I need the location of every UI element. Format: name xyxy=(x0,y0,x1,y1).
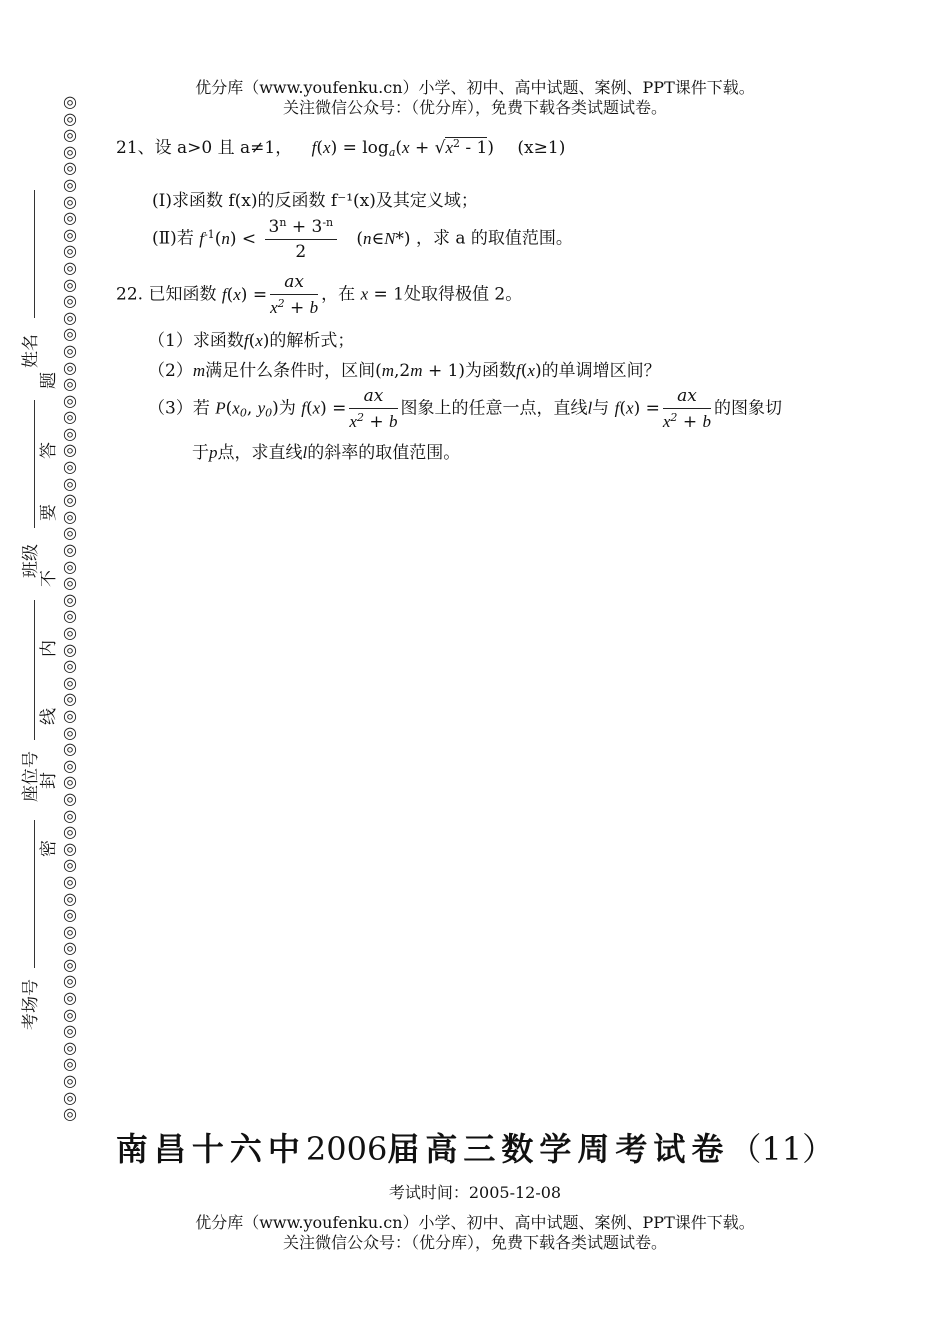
binding-circle: ◎ xyxy=(63,94,77,111)
seal-char-1: 题 xyxy=(39,372,59,389)
binding-circle: ◎ xyxy=(63,1004,77,1024)
binding-circle: ◎ xyxy=(63,490,77,510)
q22-part1: （1）求函数f(x)的解析式； xyxy=(148,331,355,351)
seal-char-4: 不 xyxy=(39,570,59,587)
binding-circle: ◎ xyxy=(63,274,77,294)
binding-circle: ◎ xyxy=(63,888,77,908)
binding-circle: ◎ xyxy=(63,440,77,460)
q22-x-eq: x xyxy=(360,284,369,304)
binding-circle: ◎ xyxy=(63,772,77,792)
q22-p1-b: 的解析式； xyxy=(269,331,355,351)
question-21 xyxy=(116,133,565,159)
exam-title xyxy=(0,1124,950,1170)
seal-char-2: 答 xyxy=(39,442,59,459)
binding-circle: ◎ xyxy=(63,623,77,642)
binding-circle: ◎ xyxy=(63,871,77,891)
binding-circle: ◎ xyxy=(63,158,77,178)
binding-circle: ◎ xyxy=(63,473,77,493)
binding-circle: ◎ xyxy=(63,639,77,659)
top-header-line1: 优分库（www.youfenku.cn）小学、初中、高中试题、案例、PPT课件下载。 xyxy=(195,78,755,97)
binding-circle: ◎ xyxy=(63,689,77,709)
binding-circle: ◎ xyxy=(63,390,77,410)
binding-circle: ◎ xyxy=(63,191,77,211)
binding-circle: ◎ xyxy=(63,224,77,244)
q22-mid: ，在 xyxy=(321,284,356,305)
seal-char-7: 封 xyxy=(39,772,59,789)
q22-p3-c: 图象上的任意一点，直线 xyxy=(400,398,588,419)
binding-circle: ◎ xyxy=(63,307,77,327)
binding-circle: ◎ xyxy=(63,1054,77,1074)
q22-p3-d: 与 xyxy=(592,398,610,419)
binding-circle-column xyxy=(60,94,80,1124)
q21-condition: (x≥1) xyxy=(517,138,566,158)
name-label: 姓名 xyxy=(21,334,41,368)
binding-circle: ◎ xyxy=(63,722,77,742)
binding-circle: ◎ xyxy=(63,788,77,808)
binding-circle: ◎ xyxy=(63,954,77,974)
binding-circle: ◎ xyxy=(63,208,77,228)
q22-p2-d: 的单调增区间？ xyxy=(541,361,661,381)
binding-circle: ◎ xyxy=(63,573,77,593)
q22-part2: （2）m满足什么条件时，区间(m,2m + 1)为函数f(x)的单调增区间？ xyxy=(148,361,661,381)
q21-formula: $f(x) = \log_a(x + √x^2 - 1)$ xyxy=(311,137,500,159)
q22-p2-b: 满足什么条件时，区间 xyxy=(205,361,376,381)
binding-circle: ◎ xyxy=(63,656,77,676)
q22-intro: 22. 已知函数 xyxy=(116,284,217,305)
seal-char-6: 线 xyxy=(39,708,59,725)
binding-circle: ◎ xyxy=(63,971,77,991)
binding-circle: ◎ xyxy=(63,141,77,161)
exam-time: 考试时间：2005-12-08 xyxy=(388,1183,562,1202)
binding-circle: ◎ xyxy=(63,822,77,842)
binding-circle: ◎ xyxy=(63,1071,77,1091)
binding-circle: ◎ xyxy=(63,1021,77,1041)
q22-p3-e: 的图象切 xyxy=(713,398,782,419)
binding-circle: ◎ xyxy=(63,241,77,261)
q22-function: f(x) = $\frac{ax}{x^2 + b}$ xyxy=(221,272,319,318)
binding-circle: ◎ xyxy=(63,739,77,759)
seat-label: 座位号 xyxy=(21,751,41,802)
bottom-header-line2: 关注微信公众号：（优分库），免费下载各类试题试卷。 xyxy=(282,1233,667,1252)
q21-intro: 21、设 a>0 且 a≠1， xyxy=(116,138,293,158)
binding-circle: ◎ xyxy=(63,672,77,692)
binding-circle: ◎ xyxy=(63,174,77,194)
q22-p3-g: 点，求直线 xyxy=(217,443,303,463)
q22-p1-a: （1）求函数 xyxy=(148,331,244,351)
class-label: 班级 xyxy=(21,544,41,578)
binding-circle: ◎ xyxy=(63,291,77,311)
q21-part2-formula: $f^{-1}(n)$ < $\frac{3^n + 3^{-n}}{2}$ (n∈N*) xyxy=(199,216,416,262)
binding-circle: ◎ xyxy=(63,324,77,344)
binding-circle: ◎ xyxy=(63,423,77,443)
binding-circle: ◎ xyxy=(63,523,77,543)
bottom-header-line1: 优分库（www.youfenku.cn）小学、初中、高中试题、案例、PPT课件下载。 xyxy=(195,1213,755,1232)
binding-circle: ◎ xyxy=(63,606,77,626)
name-blank-line xyxy=(34,190,35,318)
q22-p2-c: 为函数 xyxy=(465,361,517,381)
binding-circle: ◎ xyxy=(63,855,77,875)
binding-circle: ◎ xyxy=(63,357,77,377)
binding-circle: ◎ xyxy=(63,705,77,725)
q21-part2-suffix: ，求 a 的取值范围。 xyxy=(415,228,573,249)
binding-circle: ◎ xyxy=(63,506,77,526)
binding-circle: ◎ xyxy=(63,838,77,858)
binding-circle: ◎ xyxy=(63,1037,77,1057)
binding-circle: ◎ xyxy=(63,125,77,145)
q21-part2-prefix: (Ⅱ)若 xyxy=(152,228,194,249)
q21-part1: (Ⅰ)求函数 f(x)的反函数 f⁻¹(x)及其定义域； xyxy=(152,191,478,211)
q22-p3-b: 为 xyxy=(278,398,296,419)
top-header-line2: 关注微信公众号：（优分库），免费下载各类试题试卷。 xyxy=(282,98,667,117)
binding-circle: ◎ xyxy=(63,905,77,925)
binding-circle: ◎ xyxy=(63,340,77,360)
q22-p2-a: （2） xyxy=(148,361,193,381)
room-label: 考场号 xyxy=(21,979,41,1030)
binding-circle: ◎ xyxy=(63,755,77,775)
q22-part3-cont: 于p点，求直线l的斜率的取值范围。 xyxy=(192,443,461,463)
binding-circle: ◎ xyxy=(63,374,77,394)
binding-circle: ◎ xyxy=(63,938,77,958)
binding-circle: ◎ xyxy=(63,921,77,941)
title-num: （11） xyxy=(729,1130,835,1168)
binding-circle: ◎ xyxy=(63,1104,77,1124)
binding-circle: ◎ xyxy=(63,108,77,128)
seal-char-8: 密 xyxy=(39,840,59,857)
binding-circle: ◎ xyxy=(63,457,77,477)
q21-part2 xyxy=(152,216,573,262)
seal-char-3: 要 xyxy=(39,504,59,521)
title-prefix: 南昌十六中 xyxy=(115,1130,306,1168)
binding-circle: ◎ xyxy=(63,556,77,576)
binding-circle: ◎ xyxy=(63,407,77,427)
title-mid: 届高三数学周考试卷 xyxy=(387,1130,730,1168)
q22-tail: 处取得极值 2。 xyxy=(404,284,523,305)
seal-char-5: 内 xyxy=(39,640,59,657)
q22-part3: （3）若 $P(x_0$, $y_0$)为 f(x) = $\frac{ax}{x^2 + b}$ 图象上的任意一点，直线l与 f(x) = $\frac{ax}{x^2 + b}$ 的图象切 xyxy=(148,386,782,432)
binding-circle: ◎ xyxy=(63,540,77,560)
binding-circle: ◎ xyxy=(63,988,77,1008)
binding-circle: ◎ xyxy=(63,1087,77,1107)
title-year: 2006 xyxy=(305,1130,388,1168)
binding-circle: ◎ xyxy=(63,257,77,277)
question-22: 22. 已知函数 f(x) = $\frac{ax}{x^2 + b}$ ，在 x = 1处取得极值 2。 xyxy=(116,272,523,318)
q22-p3-h: 的斜率的取值范围。 xyxy=(307,443,461,463)
binding-circle: ◎ xyxy=(63,589,77,609)
binding-circle: ◎ xyxy=(63,805,77,825)
q22-p3-a: （3）若 xyxy=(148,398,210,419)
q22-p3-f: 于 xyxy=(192,443,209,463)
